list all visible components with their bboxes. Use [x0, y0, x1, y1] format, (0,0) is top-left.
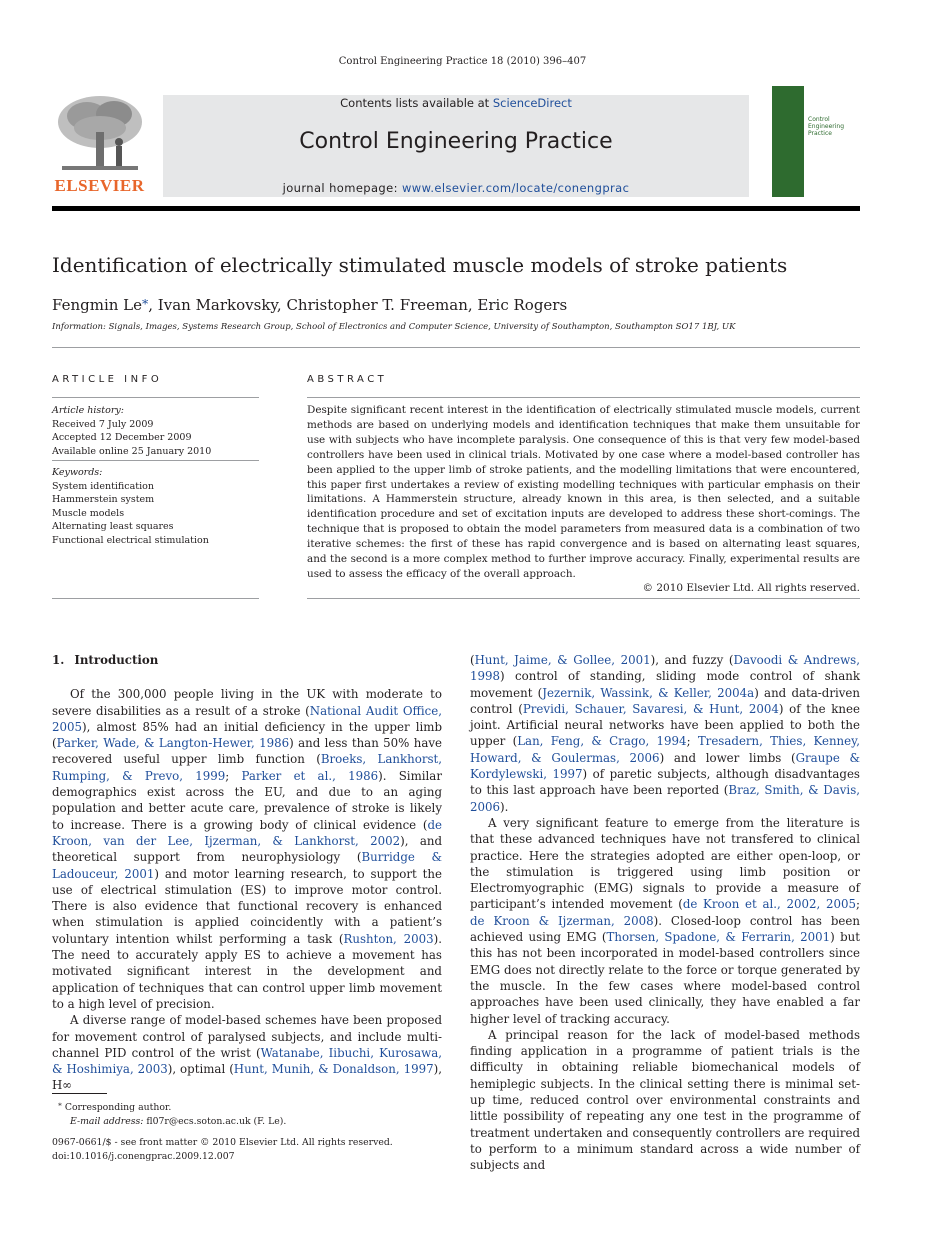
journal-masthead [163, 95, 749, 197]
divider [307, 397, 860, 398]
page-footer [52, 1136, 552, 1163]
section-title: Introduction [74, 653, 159, 667]
affiliation: Information: Signals, Images, Systems Research Group, School of Electronics and Computer Science, University of Southampton, Southampton SO17 1BJ, UK [52, 322, 736, 332]
paragraph: A very significant feature to emerge from the literature is that these advanced techniques have not transfered to clinical practice. Here the strategies adopted are either open-loop, or the stimulation is triggered using limb position or Electromyographic (EMG) signals to provide a measure of participant’s intended movement (de Kroon et al., 2002, 2005; de Kroon & Ijzerman, 2008). Closed-loop control has been achieved using EMG (Thorsen, Spadone, & Ferrarin, 2001) but this has not been incorporated in model-based controllers since EMG does not directly relate to the force or torque generated by the muscle. In the few cases where model-based control approaches have been used clinically, they have enabled a far higher level of tracking accuracy. [470, 815, 860, 1026]
elsevier-tree-icon [52, 92, 147, 176]
citation-link[interactable]: de Kroon & Ijzerman, 2008 [470, 913, 654, 928]
citation-link[interactable]: Previdi, Schauer, Savaresi, & Hunt, 2004 [522, 701, 779, 716]
cover-strip [772, 86, 804, 197]
cover-title [808, 116, 844, 137]
sciencedirect-link[interactable]: ScienceDirect [492, 96, 572, 110]
keyword: Functional electrical stimulation [52, 534, 209, 546]
elsevier-logo[interactable] [52, 92, 147, 196]
paragraph: (Hunt, Jaime, & Gollee, 2001), and fuzzy (Davoodi & Andrews, 1998) control of standing, sliding mode control of shank movement (Jezernik, Wassink, & Keller, 2004a) and data-driven control (Previdi, Schauer, Savaresi, & Hunt, 2004) of the knee joint. Artificial neural networks have been applied to both the upper (Lan, Feng, & Crago, 1994; Tresadern, Thies, Kenney, Howard, & Goulermas, 2006) and lower limbs (Graupe & Kordylewski, 1997) of paretic subjects, although disadvantages to this last approach have been reported (Braz, Smith, & Davis, 2006). [470, 653, 861, 814]
citation-link[interactable]: Tresadern, Thies, Kenney, Howard, & Goulermas, 2006 [470, 734, 860, 765]
author-list [52, 292, 860, 314]
journal-title: Control Engineering Practice [299, 129, 613, 154]
citation-link[interactable]: Broeks, Lankhorst, Rumping, & Prevo, 1999 [52, 752, 443, 783]
divider [52, 397, 259, 398]
article-title: Identification of electrically stimulated muscle models of stroke patients [52, 253, 788, 277]
divider [52, 347, 860, 348]
keywords-label: Keywords: [52, 467, 103, 478]
divider [52, 460, 259, 461]
citation-link[interactable]: Braz, Smith, & Davis, 2006 [470, 783, 861, 814]
footnote-rule [52, 1093, 107, 1094]
keyword: Hammerstein system [52, 494, 155, 505]
journal-reference: Control Engineering Practice 18 (2010) 396–407 [338, 56, 587, 67]
citation-link[interactable]: National Audit Office, 2005 [52, 703, 442, 734]
contents-line [163, 96, 749, 110]
other-authors: , Ivan Markovsky, Christopher T. Freeman, Eric Rogers [148, 296, 568, 314]
abstract-copyright: © 2010 Elsevier Ltd. All rights reserved. [642, 582, 860, 594]
footnote-mark: ⁎ [58, 1099, 62, 1108]
citation-link[interactable]: Davoodi & Andrews, 1998 [470, 653, 860, 684]
contents-prefix: Contents lists available at [340, 96, 493, 110]
corresponding-author-mark[interactable]: ⁎ [142, 292, 149, 307]
section-heading [52, 652, 442, 668]
citation-link[interactable]: de Kroon, van der Lee, Ijzerman, & Lankhorst, 2002 [52, 817, 442, 848]
article-info [52, 404, 259, 547]
keyword: Alternating least squares [52, 521, 174, 532]
paragraph: A principal reason for the lack of model-based methods finding application in a programme of patient trials is the difficulty in obtaining reliable biomechanical models of hemiplegic subjects. In the clinical setting there is minimal set-up time, reduced control over environmental constraints and little possibility of repeating any one test in the programme of treatment undertaken and consequently controllers are required to perform to a minimum standard across a wide number of subjects and [470, 1027, 860, 1173]
article-info-heading: ARTICLE INFO [52, 374, 163, 385]
paragraph: Of the 300,000 people living in the UK with moderate to severe disabilities as a result of a stroke (National Audit Office, 2005), almost 85% had an initial deficiency in the upper limb (Parker, Wade, & Langton-Hewer, 1986) and less than 50% have recovered useful upper limb function (Broeks, Lankhorst, Rumping, & Prevo, 1999; Parker et al., 1986). Similar demographics exist across the EU, and due to an aging population and better acute care, prevalence of stroke is likely to increase. There is a growing body of clinical evidence (de Kroon, van der Lee, Ijzerman, & Lankhorst, 2002), and theoretical support from neurophysiology (Burridge & Ladouceur, 2001) and motor learning research, to support the use of electrical stimulation (ES) to improve motor control. There is also evidence that functional recovery is enhanced when stimulation is applied coincidently with a patient’s voluntary intention whilst performing a task (Rushton, 2003). The need to accurately apply ES to achieve a movement has motivated significant interest in the development and application of techniques that can control upper limb movement to a high level of precision. [52, 687, 443, 1011]
footnote [58, 1097, 438, 1128]
cover-line: Practice [808, 130, 832, 137]
citation-link[interactable]: Graupe & Kordylewski, 1997 [470, 750, 860, 782]
online-date: Available online 25 January 2010 [52, 445, 212, 457]
received-date: Received 7 July 2009 [52, 418, 154, 430]
citation-link[interactable]: Parker, Wade, & Langton-Hewer, 1986 [56, 736, 290, 751]
abstract-text: Despite significant recent interest in the identification of electrically stimulated muscle models, current methods are based on underlying models and identification techniques that make them unsuitable for use with subjects who have incomplete paralysis. One consequence of this is that very few model-based controllers have been used in clinical trials. Motivated by one case where a model-based controller has been applied to the upper limb of stroke patients, and the modelling limitations that were encountered, this paper first undertakes a review of existing modelling techniques with particular emphasis on their limitations. A Hammerstein structure, already known in this area, is then selected, and a suitable identification procedure and set of excitation inputs are developed to address these short-comings. The technique that is proposed to obtain the model parameters from measured data is a combination of two iterative schemes: the first of these has rapid convergence and is based on alternating least squares, and the second is a more complex method to further improve accuracy. Finally, experimental results are used to assess the efficacy of the overall approach. [307, 404, 860, 580]
citation-link[interactable]: Hunt, Jaime, & Gollee, 2001 [474, 653, 651, 667]
body-column-right [470, 652, 860, 1174]
abstract-heading: ABSTRACT [307, 374, 388, 385]
citation-link[interactable]: de Kroon et al., 2002, 2005 [682, 897, 857, 912]
body-column-left [52, 652, 442, 1094]
author-name[interactable]: Fengmin Le [52, 296, 143, 314]
citation-link[interactable]: Lan, Feng, & Crago, 1994 [517, 734, 687, 749]
citation-link[interactable]: Thorsen, Spadone, & Ferrarin, 2001 [606, 930, 831, 945]
publisher-name: ELSEVIER [54, 176, 145, 195]
divider [307, 598, 860, 599]
section-number: 1. [52, 653, 65, 667]
homepage-line [163, 181, 749, 195]
citation-link[interactable]: Jezernik, Wassink, & Keller, 2004a [542, 685, 755, 700]
cover-line: Engineering [808, 123, 844, 130]
citation-link[interactable]: Hunt, Munih, & Donaldson, 1997 [233, 1062, 434, 1077]
journal-cover[interactable] [772, 86, 860, 197]
issn-line: 0967-0661/$ - see front matter © 2010 Elsevier Ltd. All rights reserved. [52, 1137, 393, 1148]
citation-link[interactable]: Parker et al., 1986 [241, 768, 379, 783]
history-label: Article history: [52, 405, 124, 416]
header-rule [52, 206, 860, 211]
homepage-link[interactable]: www.elsevier.com/locate/conengprac [401, 181, 630, 195]
homepage-prefix: journal homepage: [282, 181, 402, 195]
citation-link[interactable]: Watanabe, Iibuchi, Kurosawa, & Hoshimiya, 2003 [52, 1045, 442, 1077]
divider [52, 598, 259, 599]
keyword: System identification [52, 480, 154, 492]
corresponding-author-note: Corresponding author. [64, 1102, 172, 1114]
cover-line: Control [808, 116, 830, 123]
paragraph: A diverse range of model-based schemes have been proposed for movement control of paralysed subjects, and include multi-channel PID control of the wrist (Watanabe, Iibuchi, Kurosawa, & Hoshimiya, 2003), optimal (Hunt, Munih, & Donaldson, 1997), H∞ [52, 1013, 442, 1093]
keyword: Muscle models [52, 507, 125, 519]
citation-link[interactable]: Burridge & Ladouceur, 2001 [52, 850, 443, 881]
accepted-date: Accepted 12 December 2009 [52, 432, 192, 443]
email-label: E-mail address: [70, 1115, 144, 1127]
doi-line[interactable]: doi:10.1016/j.conengprac.2009.12.007 [52, 1150, 235, 1162]
citation-link[interactable]: Rushton, 2003 [343, 931, 434, 946]
email-address[interactable]: fl07r@ecs.soton.ac.uk (F. Le). [146, 1115, 287, 1127]
